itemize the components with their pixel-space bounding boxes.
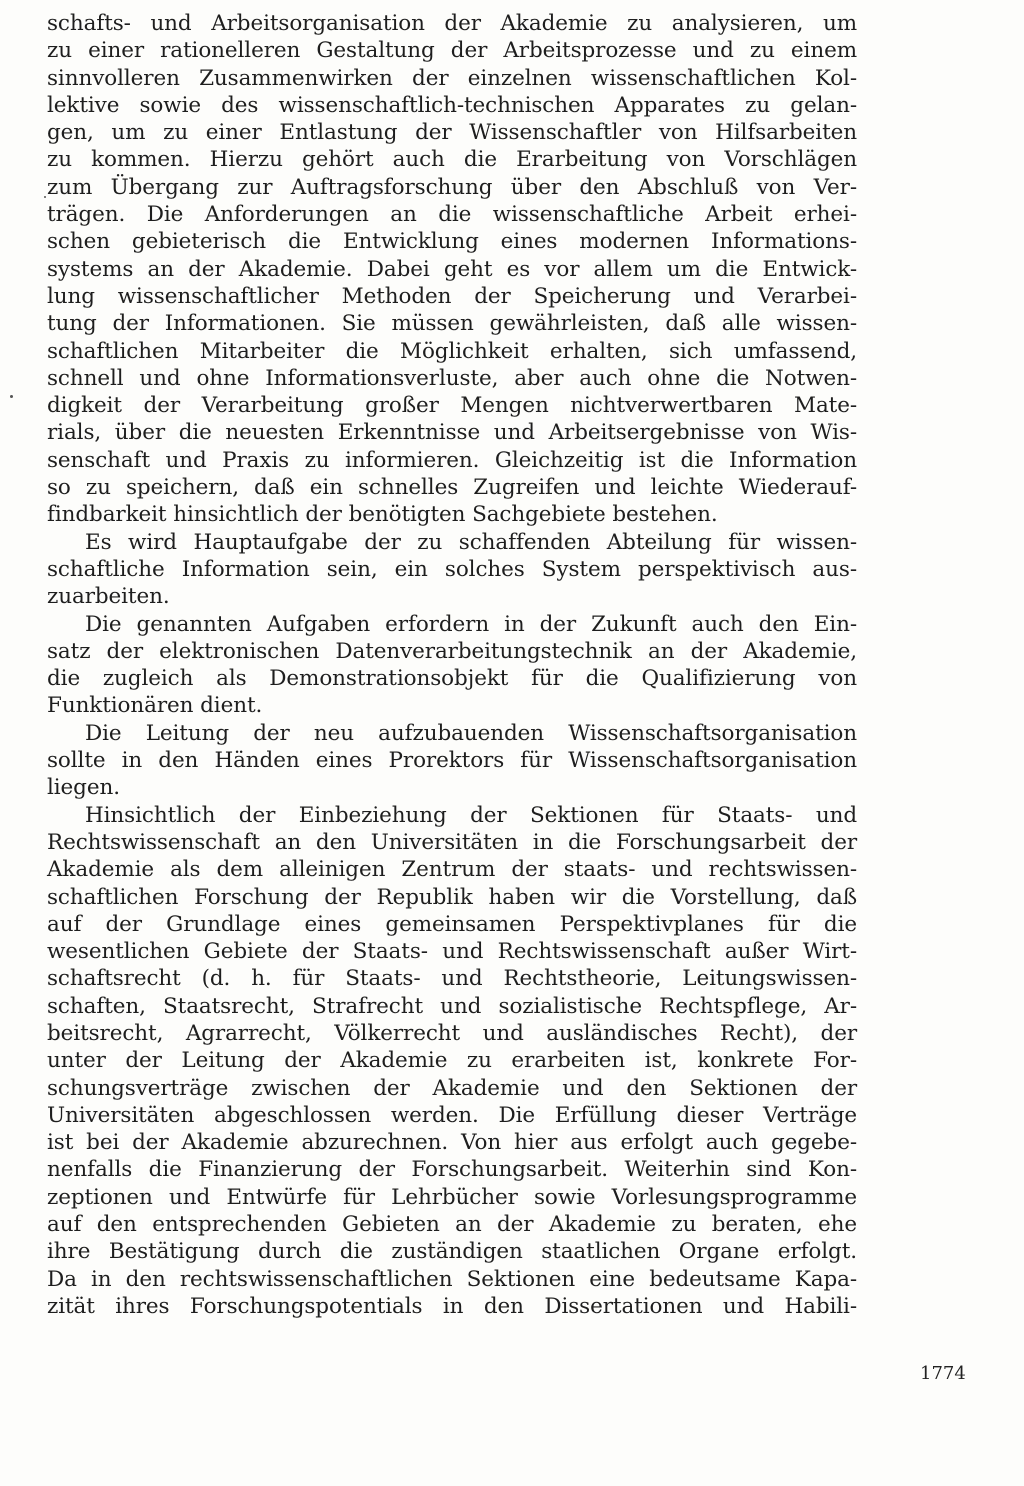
text-line: Die genannten Aufgaben erfordern in der Zukunft auch den Ein-: [85, 611, 857, 637]
text-line: schaften, Staatsrecht, Strafrecht und sozialistische Rechtspflege, Ar-: [47, 993, 857, 1019]
text-line: schafts- und Arbeitsorganisation der Akademie zu analysieren, um: [47, 11, 857, 36]
text-line: systems an der Akademie. Dabei geht es vor allem um die Entwick-: [47, 256, 857, 282]
text-line: beitsrecht, Agrarrecht, Völkerrecht und ausländisches Recht), der: [47, 1020, 857, 1046]
text-line: sinnvolleren Zusammenwirken der einzelnen wissenschaftlichen Kol-: [47, 65, 857, 91]
text-line: auf den entsprechenden Gebieten an der Akademie zu beraten, ehe: [47, 1212, 857, 1238]
text-line: schaftlichen Forschung der Republik haben wir die Vorstellung, daß: [47, 884, 857, 910]
text-line: die zugleich als Demonstrationsobjekt für die Qualifizierung von: [47, 666, 857, 692]
text-line: Funktionären dient.: [47, 693, 263, 719]
text-line: zu einer rationelleren Gestaltung der Arbeitsprozesse und zu einem: [47, 38, 857, 64]
text-line: schaftlichen Mitarbeiter die Möglichkeit erhalten, sich umfassend,: [47, 338, 857, 364]
text-line: Da in den rechtswissenschaftlichen Sektionen eine bedeutsame Kapa-: [47, 1266, 857, 1292]
page-number: 1774: [920, 1363, 966, 1384]
text-line: satz der elektronischen Datenverarbeitungstechnik an der Akademie,: [47, 638, 857, 664]
text-line: nenfalls die Finanzierung der Forschungsarbeit. Weiterhin sind Kon-: [47, 1157, 857, 1183]
text-line: Hinsichtlich der Einbeziehung der Sektionen für Staats- und: [85, 802, 857, 828]
text-line: gen, um zu einer Entlastung der Wissenschaftler von Hilfsarbeiten: [47, 120, 857, 146]
text-line: schaftliche Information sein, ein solches System perspektivisch aus-: [47, 556, 857, 582]
text-line: schnell und ohne Informationsverluste, aber auch ohne die Notwen-: [47, 365, 857, 391]
text-line: zu kommen. Hierzu gehört auch die Erarbeitung von Vorschlägen: [47, 147, 857, 173]
text-line: lektive sowie des wissenschaftlich-technischen Apparates zu gelan-: [47, 92, 857, 118]
paragraph: [47, 720, 857, 802]
text-line: Akademie als dem alleinigen Zentrum der staats- und rechtswissen-: [47, 857, 857, 883]
text-line: auf der Grundlage eines gemeinsamen Perspektivplanes für die: [47, 911, 857, 937]
text-line: digkeit der Verarbeitung großer Mengen nichtverwertbaren Mate-: [47, 393, 857, 419]
text-line: rials, über die neuesten Erkenntnisse und Arbeitsergebnisse von Wis-: [47, 420, 857, 446]
text-line: Universitäten abgeschlossen werden. Die Erfüllung dieser Verträge: [47, 1102, 857, 1128]
text-line: trägen. Die Anforderungen an die wissenschaftliche Arbeit erhei-: [47, 202, 857, 228]
text-line: Die Leitung der neu aufzubauenden Wissenschaftsorganisation: [85, 720, 857, 746]
text-line: ihre Bestätigung durch die zuständigen staatlichen Organe erfolgt.: [47, 1239, 857, 1265]
paragraph: [47, 10, 857, 529]
text-line: schaftsrecht (d. h. für Staats- und Rechtstheorie, Leitungswissen-: [47, 966, 857, 992]
text-line: senschaft und Praxis zu informieren. Gleichzeitig ist die Information: [47, 447, 857, 473]
text-line: findbarkeit hinsichtlich der benötigten Sachgebiete bestehen.: [47, 502, 718, 528]
text-line: lung wissenschaftlicher Methoden der Speicherung und Verarbei-: [47, 283, 857, 309]
text-line: Rechtswissenschaft an den Universitäten in die Forschungsarbeit der: [47, 829, 857, 855]
text-line: zum Übergang zur Auftragsforschung über den Abschluß von Ver-: [47, 174, 857, 200]
paragraph: [47, 611, 857, 720]
text-line: schungsverträge zwischen der Akademie und den Sektionen der: [47, 1075, 857, 1101]
text-line: zität ihres Forschungspotentials in den Dissertationen und Habili-: [47, 1293, 857, 1319]
text-line: liegen.: [47, 775, 120, 801]
text-line: so zu speichern, daß ein schnelles Zugreifen und leichte Wiederauf-: [47, 475, 857, 501]
text-line: schen gebieterisch die Entwicklung eines modernen Informations-: [47, 229, 857, 255]
text-line: sollte in den Händen eines Prorektors für Wissenschaftsorganisation: [47, 748, 857, 774]
text-line: zuarbeiten.: [47, 584, 170, 610]
text-line: tung der Informationen. Sie müssen gewährleisten, daß alle wissen-: [47, 311, 857, 337]
paragraph: [47, 529, 857, 611]
paragraph: [47, 802, 857, 1321]
text-line: unter der Leitung der Akademie zu erarbeiten ist, konkrete For-: [47, 1048, 857, 1074]
text-line: ist bei der Akademie abzurechnen. Von hier aus erfolgt auch gegebe-: [47, 1130, 857, 1156]
text-line: zeptionen und Entwürfe für Lehrbücher sowie Vorlesungsprogramme: [47, 1184, 857, 1210]
text-line: wesentlichen Gebiete der Staats- und Rechtswissenschaft außer Wirt-: [47, 939, 857, 965]
scan-speck: [10, 395, 13, 398]
text-line: Es wird Hauptaufgabe der zu schaffenden Abteilung für wissen-: [85, 529, 857, 555]
body-text: [47, 10, 857, 1320]
scan-speck: [44, 196, 46, 198]
